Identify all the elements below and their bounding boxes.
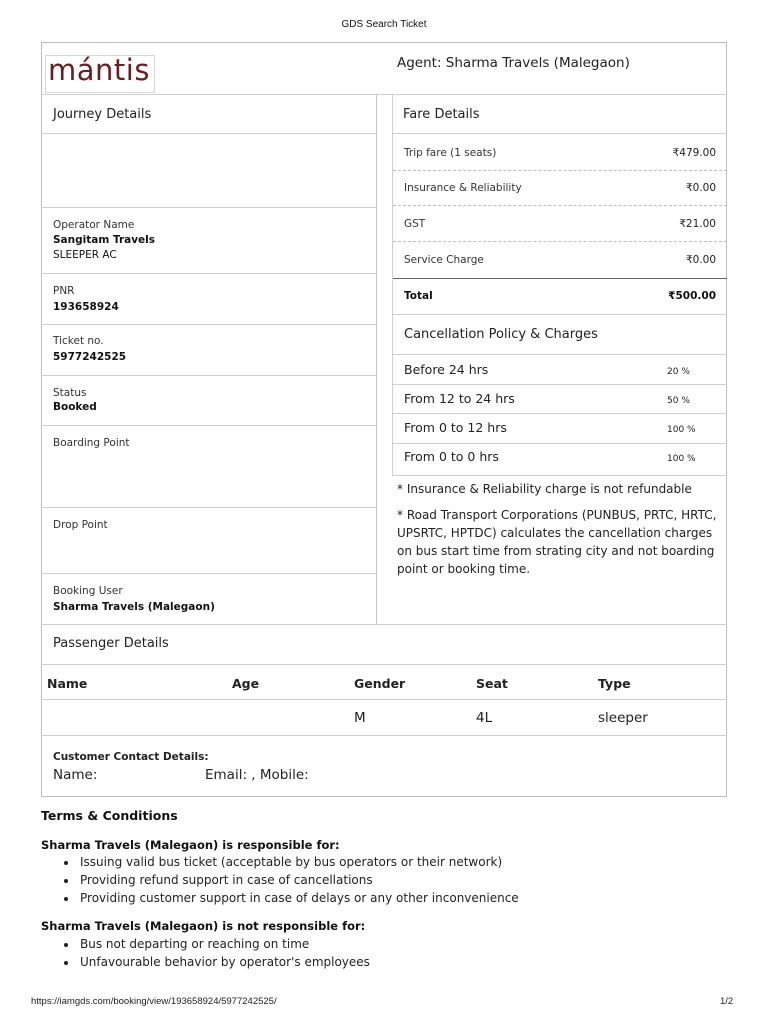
drop-point-label: Drop Point (53, 519, 108, 531)
fare-row-value: ₹0.00 (685, 254, 716, 266)
fare-row-value: ₹479.00 (672, 147, 716, 159)
divider (41, 425, 376, 426)
status-value: Booked (53, 401, 97, 413)
ticket-value: 5977242525 (53, 351, 127, 363)
divider (392, 94, 393, 314)
pnr-value: 193658924 (53, 301, 119, 313)
not-responsible-list (60, 935, 720, 971)
divider (41, 375, 376, 376)
terms-title: Terms & Conditions (41, 808, 178, 823)
divider (41, 699, 727, 700)
passenger-type: sleeper (598, 710, 648, 726)
booking-user-label: Booking User (53, 585, 123, 597)
responsible-heading: Sharma Travels (Malegaon) is responsible for: (41, 838, 340, 852)
insurance-note: * Insurance & Reliability charge is not refundable (397, 482, 692, 496)
divider (41, 133, 376, 134)
contact-email-mobile: Email: , Mobile: (205, 767, 309, 783)
policy-row-value: 20 % (667, 367, 690, 377)
total-divider (393, 278, 727, 279)
cancellation-title: Cancellation Policy & Charges (404, 327, 598, 342)
fare-row-label: Insurance & Reliability (404, 182, 522, 194)
divider (393, 475, 727, 476)
fare-row-value: ₹21.00 (679, 218, 716, 230)
not-responsible-heading: Sharma Travels (Malegaon) is not responsible for: (41, 919, 366, 933)
page-url[interactable]: https://iamgds.com/booking/view/193658924/5977242525/ (31, 996, 277, 1007)
divider (41, 735, 727, 736)
divider (41, 273, 376, 274)
divider (41, 573, 376, 574)
policy-row-value: 100 % (667, 454, 696, 464)
divider (393, 133, 727, 134)
divider (393, 384, 727, 385)
total-value: ₹500.00 (668, 290, 716, 302)
fare-details-title: Fare Details (403, 107, 480, 122)
total-label: Total (404, 290, 433, 302)
passenger-seat: 4L (476, 710, 493, 726)
responsible-list (60, 853, 720, 907)
policy-row-value: 100 % (667, 425, 696, 435)
passenger-gender: M (354, 710, 366, 726)
divider (393, 443, 727, 444)
divider (41, 507, 376, 508)
divider (393, 170, 727, 171)
divider (393, 413, 727, 414)
divider (41, 324, 376, 325)
booking-user-value: Sharma Travels (Malegaon) (53, 601, 215, 613)
mantis-logo: mántis (48, 53, 150, 87)
divider (393, 205, 727, 206)
passenger-details-title: Passenger Details (53, 636, 169, 651)
column-header-name: Name (47, 676, 88, 691)
column-header-seat: Seat (476, 676, 508, 691)
column-divider (376, 94, 377, 624)
contact-name: Name: (53, 767, 98, 783)
boarding-point-label: Boarding Point (53, 437, 130, 449)
list-item: • Issuing valid bus ticket (acceptable by bus operators or their network) (78, 853, 720, 871)
bus-type: SLEEPER AC (53, 249, 117, 261)
policy-row-label: From 0 to 0 hrs (404, 449, 499, 464)
fare-row-label: Trip fare (1 seats) (404, 147, 497, 159)
print-header: GDS Search Ticket (341, 19, 427, 30)
divider (393, 354, 727, 355)
column-header-gender: Gender (354, 676, 406, 691)
divider (41, 624, 727, 625)
fare-row-label: Service Charge (404, 254, 484, 266)
fare-row-label: GST (404, 218, 426, 230)
fare-row-value: ₹0.00 (685, 182, 716, 194)
divider (393, 241, 727, 242)
contact-title: Customer Contact Details: (53, 751, 209, 763)
rtc-note: * Road Transport Corporations (PUNBUS, PRTC, HRTC, UPSRTC, HPTDC) calculates the cancellation charges on bus start time from strating city and not boarding point or booking time. (397, 508, 717, 576)
divider (392, 314, 393, 476)
operator-name: Sangitam Travels (53, 234, 156, 246)
ticket-label: Ticket no. (53, 335, 104, 347)
divider (377, 94, 727, 95)
divider (41, 664, 727, 665)
policy-row-value: 50 % (667, 396, 690, 406)
page-number: 1/2 (720, 996, 734, 1007)
policy-row-label: Before 24 hrs (404, 362, 489, 377)
status-label: Status (53, 387, 87, 399)
policy-row-label: From 12 to 24 hrs (404, 391, 515, 406)
operator-label: Operator Name (53, 219, 135, 231)
divider (393, 314, 727, 315)
list-item: • Providing customer support in case of delays or any other inconvenience (78, 889, 720, 907)
journey-details-title: Journey Details (53, 107, 152, 122)
list-item: • Unfavourable behavior by operator's employees (78, 953, 720, 971)
policy-row-label: From 0 to 12 hrs (404, 420, 507, 435)
column-header-type: Type (598, 676, 631, 691)
list-item: • Providing refund support in case of cancellations (78, 871, 720, 889)
divider (41, 94, 377, 95)
column-header-age: Age (232, 676, 260, 691)
divider (41, 207, 376, 208)
list-item: • Bus not departing or reaching on time (78, 935, 720, 953)
pnr-label: PNR (53, 285, 75, 297)
agent-name: Agent: Sharma Travels (Malegaon) (397, 55, 630, 71)
